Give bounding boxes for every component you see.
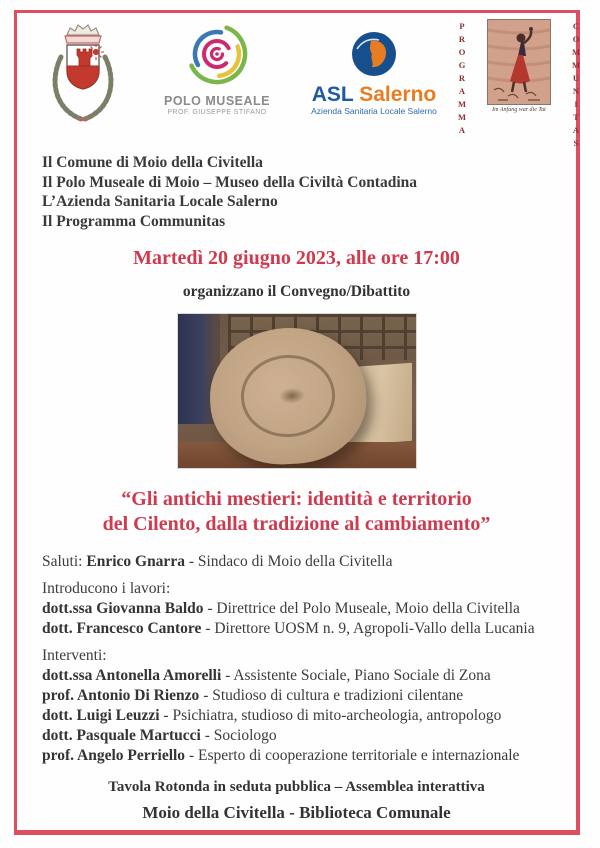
- speaker-line: [42, 686, 576, 706]
- dancing-figure-image: [487, 19, 551, 105]
- event-title-line2: del Cilento, dalla tradizione al cambiamento”: [102, 513, 491, 535]
- organizers-list: [42, 153, 576, 231]
- speaker-name: prof. Antonio Di Rienzo: [42, 687, 200, 704]
- speaker-name: dott. Luigi Leuzzi: [42, 707, 160, 724]
- communitas-caption: Im Anfang war die Tat: [492, 107, 546, 113]
- speaker-name: dott. Pasquale Martucci: [42, 727, 201, 744]
- speaker-name: prof. Angelo Perriello: [42, 747, 186, 764]
- polo-museale-title: POLO MUSEALE: [163, 94, 270, 108]
- event-title-line1: “Gli antichi mestieri: identità e territorio: [121, 488, 472, 510]
- event-date: Martedì 20 giugno 2023, alle ore 17:00: [133, 247, 460, 269]
- saluti-label: Saluti:: [42, 553, 87, 570]
- asl-abbr: ASL: [311, 83, 354, 106]
- speaker-role: - Sociologo: [200, 727, 277, 744]
- speaker-line: [42, 746, 576, 766]
- comune-coat-of-arms-icon: [45, 19, 121, 127]
- asl-salerno-icon: [351, 31, 397, 77]
- speaker-name: dott.ssa Antonella Amorelli: [42, 667, 222, 684]
- communitas-vertical-text: COMMUNITAS: [571, 21, 581, 151]
- asl-name: Salerno: [359, 83, 437, 106]
- logos-row: [17, 17, 581, 151]
- footer: [17, 779, 576, 823]
- speaker-line: [42, 726, 576, 746]
- asl-salerno-logo: [299, 31, 449, 116]
- speaker-name: dott. Francesco Cantore: [42, 620, 202, 637]
- saluti-role: - Sindaco di Moio della Civitella: [184, 553, 393, 570]
- speaker-line: [42, 619, 576, 639]
- speaker-role: - Studioso di cultura e tradizioni cilentane: [199, 687, 464, 704]
- polo-museale-icon: [182, 21, 252, 87]
- polo-museale-subtitle: PROF. GIUSEPPE STIFANO: [167, 109, 267, 116]
- speaker-line: [42, 666, 576, 686]
- event-title: [17, 487, 576, 537]
- organizer-line: Il Programma Communitas: [42, 212, 226, 230]
- interventi-heading: Interventi:: [42, 647, 107, 664]
- speakers-section: [42, 552, 576, 766]
- poster-content: [17, 13, 581, 830]
- organizer-line: Il Polo Museale di Moio – Museo della Civiltà Contadina: [42, 173, 418, 191]
- saluti-line: [42, 552, 576, 572]
- footer-round-table-line: Tavola Rotonda in seduta pubblica – Assemblea interattiva: [108, 779, 485, 795]
- communitas-center: [487, 19, 551, 113]
- polo-museale-logo: [157, 21, 277, 116]
- programma-communitas-logo: [457, 17, 581, 151]
- speaker-role: - Direttrice del Polo Museale, Moio della Civitella: [203, 600, 520, 617]
- saluti-name: Enrico Gnarra: [86, 553, 185, 570]
- speaker-role: - Esperto di cooperazione territoriale e internazionale: [185, 747, 520, 764]
- speaker-role: - Psichiatra, studioso di mito-archeologia, antropologo: [159, 707, 502, 724]
- organize-line: organizzano il Convegno/Dibattito: [182, 283, 411, 300]
- speaker-role: - Direttore UOSM n. 9, Agropoli-Vallo della Lucania: [201, 620, 535, 637]
- speaker-name: dott.ssa Giovanna Baldo: [42, 600, 204, 617]
- organizer-line: L’Azienda Sanitaria Locale Salerno: [42, 193, 278, 210]
- speaker-line: [42, 706, 576, 726]
- footer-location-line: Moio della Civitella - Biblioteca Comunale: [142, 803, 451, 822]
- intro-heading: Introducono i lavori:: [42, 580, 171, 597]
- speaker-role: - Assistente Sociale, Piano Sociale di Zona: [221, 667, 491, 684]
- millstone-photo: [178, 314, 416, 468]
- asl-subtitle: Azienda Sanitaria Locale Salerno: [311, 106, 437, 116]
- organizer-line: Il Comune di Moio della Civitella: [42, 154, 263, 171]
- programma-vertical-text: PROGRAMMA: [457, 21, 467, 138]
- speaker-line: [42, 599, 576, 619]
- asl-salerno-wordmark: [299, 84, 449, 106]
